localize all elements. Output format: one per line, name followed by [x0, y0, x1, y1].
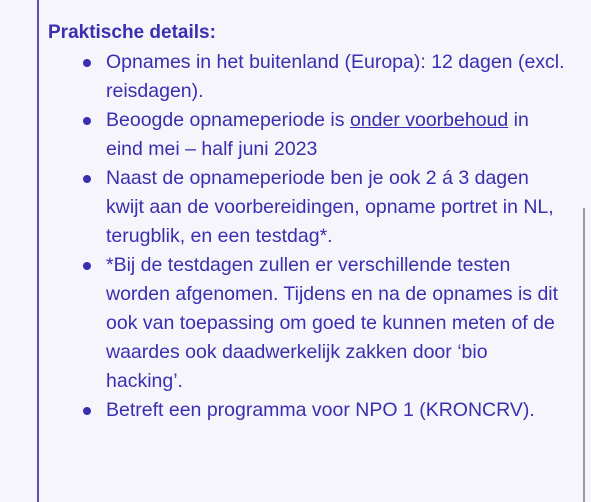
list-item: [48, 106, 568, 164]
list-item: [48, 251, 568, 396]
list-item-text: Betreft een programma voor NPO 1 (KRONCRV).: [106, 399, 535, 421]
bullet-icon: [83, 117, 91, 125]
onder-voorbehoud-link[interactable]: onder voorbehoud: [349, 109, 509, 131]
list-item: [48, 48, 568, 106]
details-section: [48, 20, 568, 425]
list-item-text: Opnames in het buitenland (Europa): 12 dagen (excl. reisdagen).: [106, 51, 565, 102]
bullet-icon: [83, 175, 91, 183]
section-heading: Praktische details:: [48, 22, 216, 43]
list-item: [48, 396, 568, 425]
bullet-icon: [83, 59, 91, 67]
bullet-icon: [83, 262, 91, 270]
bullet-icon: [83, 407, 91, 415]
list-item-text-after: in eind mei – half juni 2023: [106, 109, 529, 160]
list-item-text-before: Beoogde opnameperiode is: [106, 109, 350, 131]
panel-left-border: [37, 0, 39, 502]
details-list: [48, 48, 568, 425]
scroll-bar[interactable]: [583, 208, 585, 502]
list-item-text: Naast de opnameperiode ben je ook 2 á 3 dagen kwijt aan de voorbereidingen, opname portret in NL, terugblik, en een testdag*.: [106, 167, 554, 247]
list-item: [48, 164, 568, 251]
list-item-text: *Bij de testdagen zullen er verschillende testen worden afgenomen. Tijdens en na de opnames is dit ook van toepassing om goed te kunnen meten of de waardes ook daadwerkelijk zakken door ‘bio hacking’.: [106, 254, 559, 392]
